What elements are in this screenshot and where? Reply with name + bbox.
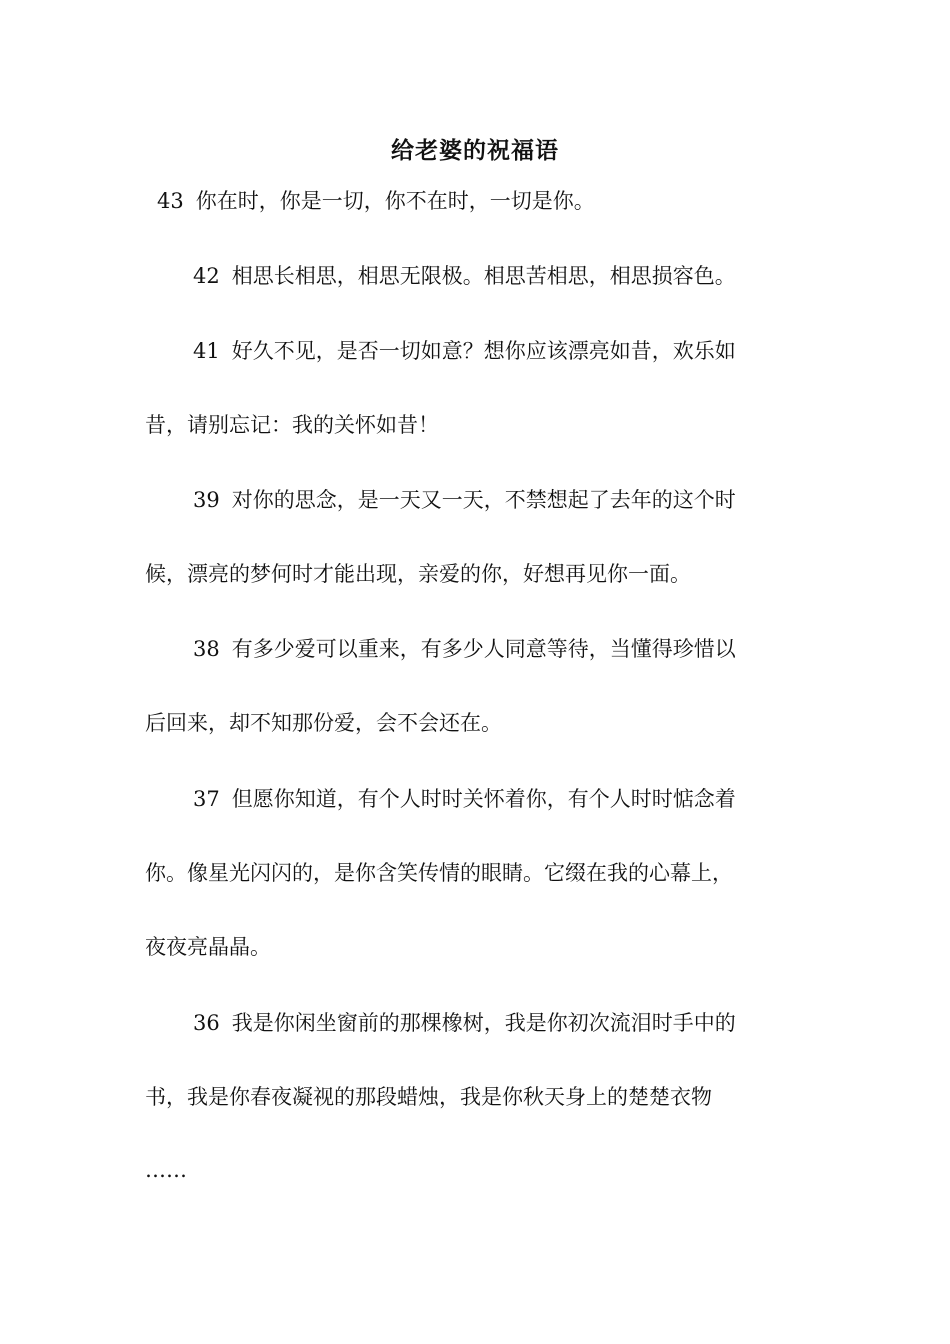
paragraph-36-line-2: 书，我是你春夜凝视的那段蜡烛，我是你秋天身上的楚楚衣物 (145, 1085, 712, 1109)
paragraph-38-line-1 (193, 634, 833, 664)
paragraph-36-line-1 (193, 1008, 833, 1038)
paragraph-text: 相思长相思，相思无限极。相思苦相思，相思损容色。 (231, 264, 736, 288)
paragraph-text: 我是你闲坐窗前的那棵橡树，我是你初次流泪时手中的 (231, 1011, 736, 1035)
paragraph-text: 但愿你知道，有个人时时关怀着你，有个人时时惦念着 (231, 787, 736, 811)
document-title: 给老婆的祝福语 (391, 137, 559, 164)
paragraph-text: 有多少爱可以重来，有多少人同意等待，当懂得珍惜以 (231, 637, 736, 661)
paragraph-number: 42 (193, 264, 220, 288)
paragraph-text: 对你的思念，是一天又一天，不禁想起了去年的这个时 (231, 488, 736, 512)
paragraph-37-line-2: 你。像星光闪闪的，是你含笑传情的眼睛。它缀在我的心幕上， (145, 861, 733, 885)
paragraph-43-line-1 (157, 186, 847, 216)
paragraph-number: 38 (193, 637, 220, 661)
paragraph-38-line-2: 后回来，却不知那份爱，会不会还在。 (145, 711, 502, 735)
paragraph-number: 41 (193, 339, 220, 363)
paragraph-text: 好久不见，是否一切如意？想你应该漂亮如昔，欢乐如 (231, 339, 736, 363)
paragraph-number: 43 (157, 189, 184, 213)
paragraph-number: 36 (193, 1011, 220, 1035)
paragraph-number: 37 (193, 787, 220, 811)
paragraph-39-line-2: 候，漂亮的梦何时才能出现，亲爱的你，好想再见你一面。 (145, 562, 691, 586)
paragraph-text: 你在时，你是一切，你不在时，一切是你。 (195, 189, 595, 213)
paragraph-41-line-1 (193, 336, 833, 366)
paragraph-number: 39 (193, 488, 220, 512)
paragraph-41-line-2: 昔，请别忘记：我的关怀如昔！ (145, 413, 439, 437)
paragraph-37-line-3: 夜夜亮晶晶。 (145, 935, 271, 959)
paragraph-39-line-1 (193, 485, 833, 515)
paragraph-42-line-1 (193, 261, 833, 291)
paragraph-36-line-3: …… (145, 1158, 187, 1182)
paragraph-37-line-1 (193, 784, 833, 814)
